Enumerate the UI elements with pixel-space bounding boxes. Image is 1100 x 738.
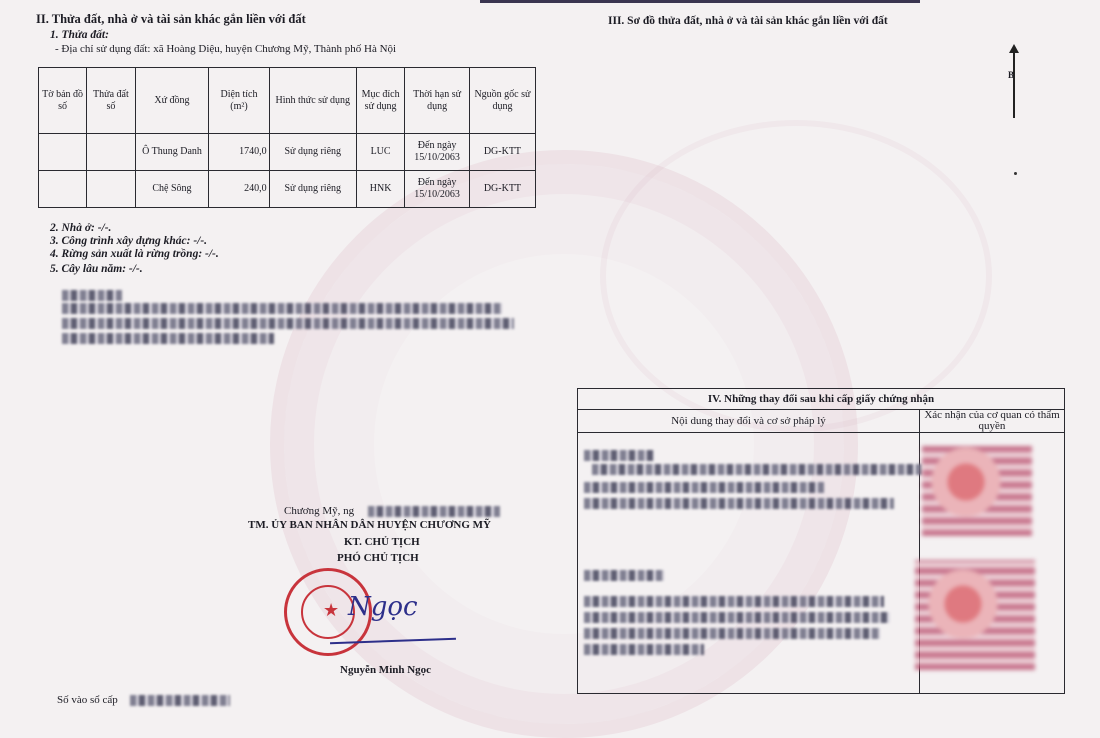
section-4-title: IV. Những thay đổi sau khi cấp giấy chứng nhận (578, 389, 1064, 410)
north-label: B (1008, 70, 1015, 80)
redacted-stamp (922, 446, 1032, 536)
section-3-title: III. Sơ đồ thửa đất, nhà ở và tài sản khác gắn liền với đất (608, 15, 888, 27)
address-line: - Địa chỉ sử dụng đất: xã Hoàng Diệu, huyện Chương Mỹ, Thành phố Hà Nội (55, 43, 397, 55)
redacted-text (584, 628, 880, 639)
signing-org: TM. ỦY BAN NHÂN DÂN HUYỆN CHƯƠNG MỸ (248, 519, 492, 531)
redacted-stamp (915, 560, 1035, 670)
cell-usage-form: Sử dụng riêng (269, 134, 356, 171)
cell-term: Đến ngày 15/10/2063 (405, 134, 470, 171)
place-date: Chương Mỹ, ng (284, 505, 355, 517)
cell-origin: DG-KTT (469, 134, 535, 171)
cell-usage-form: Sử dụng riêng (269, 171, 356, 208)
cell-parcel-no (87, 134, 135, 171)
top-border-line (480, 0, 920, 3)
cell-purpose: HNK (356, 171, 404, 208)
handwritten-signature: Ngọc (348, 592, 418, 622)
redacted-register-number (130, 695, 230, 706)
changes-col-confirmation: Xác nhận của cơ quan có thẩm quyền (920, 410, 1064, 433)
col-header-usage-form: Hình thức sử dụng (269, 68, 356, 134)
table-header-row (39, 68, 536, 134)
redacted-text (62, 290, 122, 301)
signer-name: Nguyễn Minh Ngọc (340, 664, 432, 676)
redacted-text (584, 482, 824, 493)
redacted-text (584, 596, 884, 607)
signing-role: PHÓ CHỦ TỊCH (337, 552, 419, 564)
redacted-text (584, 644, 704, 655)
signing-kt: KT. CHỦ TỊCH (344, 536, 420, 548)
redacted-text (584, 570, 664, 581)
north-arrow-shaft (1013, 48, 1015, 118)
cell-field-area: Chệ Sông (135, 171, 209, 208)
cell-map-sheet (39, 134, 87, 171)
cell-parcel-no (87, 171, 135, 208)
cell-term: Đến ngày 15/10/2063 (405, 171, 470, 208)
cell-purpose: LUC (356, 134, 404, 171)
col-header-field-area: Xứ đồng (135, 68, 209, 134)
redacted-text (584, 498, 894, 509)
item-perennial-trees: 5. Cây lâu năm: -/-. (50, 263, 143, 275)
redacted-date (368, 506, 500, 517)
cell-origin: DG-KTT (469, 171, 535, 208)
cell-map-sheet (39, 171, 87, 208)
cell-area: 240,0 (209, 171, 269, 208)
redacted-text (584, 612, 890, 623)
item-house: 2. Nhà ở: -/-. (50, 222, 112, 234)
parcel-heading: 1. Thửa đất: (50, 29, 109, 41)
col-header-parcel-no: Thửa đất số (87, 68, 135, 134)
table-row (39, 134, 536, 171)
land-parcel-table (38, 67, 536, 208)
col-header-origin: Nguồn gốc sử dụng (469, 68, 535, 134)
watermark-pattern (600, 120, 992, 432)
item-planted-forest: 4. Rừng sản xuất là rừng trồng: -/-. (50, 248, 219, 260)
redacted-text (592, 464, 922, 475)
col-header-map-sheet: Tờ bản đồ số (39, 68, 87, 134)
col-header-term: Thời hạn sử dụng (405, 68, 470, 134)
section-2-title: II. Thửa đất, nhà ở và tài sản khác gắn liền với đất (36, 12, 306, 26)
cell-area: 1740,0 (209, 134, 269, 171)
register-label: Số vào sổ cấp (57, 694, 118, 706)
item-other-construction: 3. Công trình xây dựng khác: -/-. (50, 235, 208, 247)
cell-field-area: Ô Thung Danh (135, 134, 209, 171)
col-header-area: Diện tích (m²) (209, 68, 269, 134)
table-row (39, 171, 536, 208)
changes-col-content: Nội dung thay đổi và cơ sở pháp lý (578, 410, 920, 433)
redacted-text (62, 303, 502, 314)
col-header-purpose: Mục đích sử dụng (356, 68, 404, 134)
map-dot (1014, 172, 1017, 175)
redacted-text (62, 318, 514, 329)
redacted-text (584, 450, 654, 461)
redacted-text (62, 333, 274, 344)
seal-star-icon: ★ (323, 600, 340, 620)
